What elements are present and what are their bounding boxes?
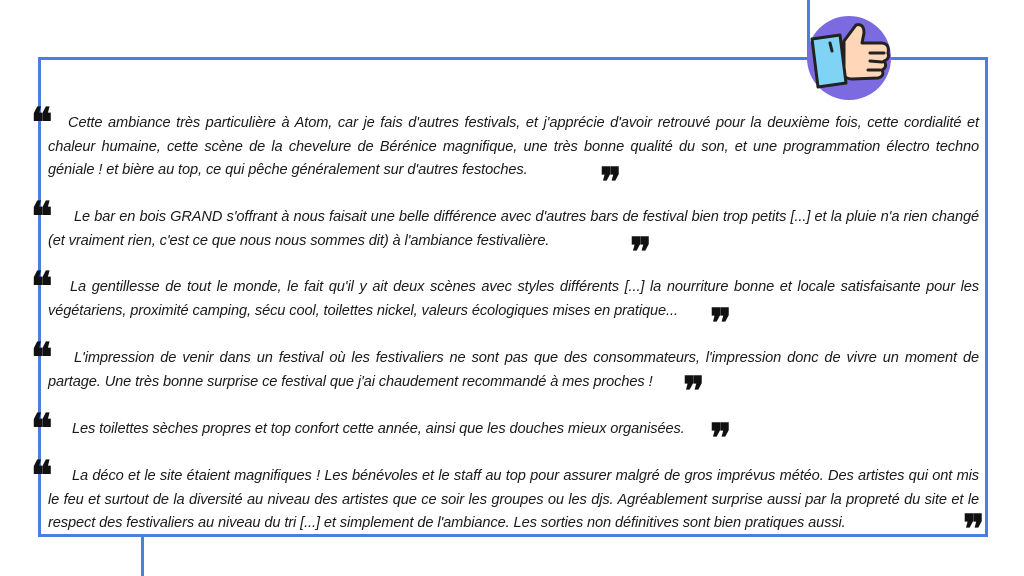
thumbs-up-icon	[804, 13, 894, 103]
close-quote-icon: ❞	[683, 368, 705, 415]
testimonial-text: Les toilettes sèches propres et top confort cette année, ainsi que les douches mieux organisées.	[72, 421, 685, 437]
close-quote-icon: ❞	[710, 415, 732, 462]
close-quote-icon: ❞	[630, 229, 652, 276]
testimonial-text: Le bar en bois GRAND s'offrant à nous faisait une belle différence avec d'autres bars de festival bien trop petits [...] et la pluie n'a rien changé (et vraiment rien, c'est ce que nous nous sommes dit) à l'ambiance festivalière.	[48, 209, 979, 249]
testimonial-text: L'impression de venir dans un festival où les festivaliers ne sont pas que des consommateurs, l'impression donc de vivre un moment de partage. Une très bonne surprise ce festival que j'ai chaudement recommandé à mes proches !	[48, 350, 979, 390]
open-quote-icon: ❝	[31, 334, 53, 381]
open-quote-icon: ❝	[31, 405, 53, 452]
open-quote-icon: ❝	[31, 452, 53, 499]
frame-connector-bottom	[141, 537, 144, 576]
testimonial-text: Cette ambiance très particulière à Atom, car je fais d'autres festivals, et j'apprécie d'avoir retrouvé pour la deuxième fois, cette cordialité et chaleur humaine, cette scène de la chevelure de Bérénice magnifique, une très bonne qualité du son, et une programmation électro techno géniale ! et bière au top, ce qui pêche généralement sur d'autres festoches.	[48, 115, 979, 178]
testimonial-text: La déco et le site étaient magnifiques ! Les bénévoles et le staff au top pour assurer malgré de gros imprévus météo. Des artistes qui ont mis le feu et surtout de la diversité au niveau des artistes que ce soir les groupes ou les djs. Agréablement surprise aussi par la propreté du site et le respect des festivaliers au niveau du tri [...] et simplement de l'ambiance. Les sorties non définitives sont bien pratiques aussi.	[48, 468, 979, 531]
open-quote-icon: ❝	[31, 263, 53, 310]
close-quote-icon: ❞	[710, 300, 732, 347]
testimonial-text: La gentillesse de tout le monde, le fait qu'il y ait deux scènes avec styles différents [...] la nourriture bonne et locale satisfaisante pour les végétariens, proximité camping, sécu cool, toilettes nickel, valeurs écologiques mises en pratique...	[48, 279, 979, 319]
open-quote-icon: ❝	[31, 99, 53, 146]
close-quote-icon: ❞	[600, 159, 622, 206]
close-quote-icon: ❞	[963, 506, 985, 553]
open-quote-icon: ❝	[31, 193, 53, 240]
